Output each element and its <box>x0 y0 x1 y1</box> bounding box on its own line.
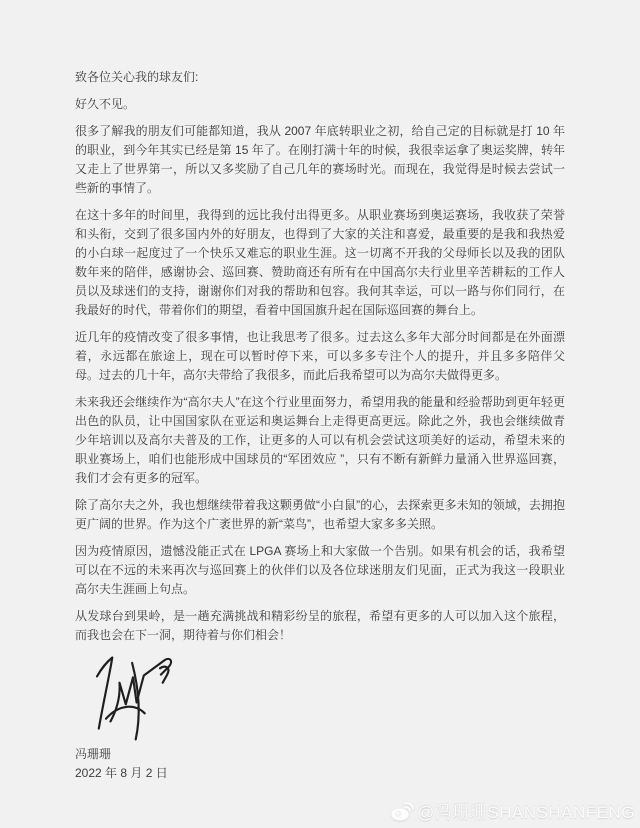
weibo-icon <box>390 800 414 822</box>
paragraph-greeting: 好久不见。 <box>75 97 136 111</box>
paragraph-gratitude: 在这十多年的时间里，我得到的远比我付出得更多。从职业赛场到奥运赛场，我收获了荣誉和头衔，交到了很多国内外的好朋友，也得到了大家的关注和喜爱，最重要的是我和我热爱的小白球一起度过了一个快乐又难忘的职业生涯。这一切离不开我的父母师长以及我的团队数年来的陪伴，感谢协会、巡回赛、赞助商还有所有在中国高尔夫行业里辛苦耕耘的工作人员以及球迷们的支持，谢谢你们对我的帮助和包容。我何其幸运，可以一路与你们同行，在我最好的时代，带着你们的期望，看着中国国旗升起在国际巡回赛的舞台上。 <box>75 208 565 317</box>
paragraph-lpga-farewell: 因为疫情原因，遗憾没能正式在 LPGA 赛场上和大家做一个告别。如果有机会的话，我希望可以在不远的未来再次与巡回赛上的伙伴们以及各位球迷朋友们见面，正式为我这一段职业高尔夫生涯画上句点。 <box>75 544 565 596</box>
letter-page <box>75 68 565 783</box>
paragraph-pandemic-reflection: 近几年的疫情改变了很多事情，也让我思考了很多。过去这么多年大部分时间都是在外面漂着，永远都在旅途上，现在可以暂时停下来，可以多多专注个人的提升，并且多多陪伴父母。过去的几十年，高尔夫带给了我很多，而此后我希望可以为高尔夫做得更多。 <box>75 330 565 382</box>
salutation: 致各位关心我的球友们: <box>75 70 199 84</box>
paragraph-future-plans: 未来我还会继续作为“高尔夫人”在这个行业里面努力，希望用我的能量和经验帮助到更年轻更出色的队员，让中国国家队在亚运和奥运舞台上走得更高更远。除此之外，我也会继续做青少年培训以及高尔夫普及的工作，让更多的人可以有机会尝试这项美好的运动，希望未来的职业赛场上，咱们也能形成中国球员的“军团效应 ”，只有不断有新鲜力量涌入世界巡回赛，我们才会有更多的冠军。 <box>75 395 565 485</box>
paragraph-exploration: 除了高尔夫之外，我也想继续带着我这颗勇做“小白鼠”的心，去探索更多未知的领域，去拥抱更广阔的世界。作为这个广袤世界的新“菜鸟”，也希望大家多多关照。 <box>75 498 565 531</box>
signature-image <box>87 653 179 743</box>
paragraph-career-start: 很多了解我的朋友们可能都知道，我从 2007 年底转职业之初，给自己定的目标就是打 10 年的职业，到今年其实已经是第 15 年了。在刚打满十年的时候，我很幸运拿了奥运奖牌，转年又走上了世界第一，所以又多奖励了自己几年的赛场时光。而现在，我觉得是时候去尝试一些新的事情了。 <box>75 124 565 195</box>
signature-block <box>87 653 565 743</box>
letter-date: 2022 年 8 月 2 日 <box>75 766 168 780</box>
paragraph-closing: 从发球台到果岭，是一趟充满挑战和精彩纷呈的旅程，希望有更多的人可以加入这个旅程，而我也会在下一洞，期待着与你们相会！ <box>75 609 565 642</box>
watermark-text: @冯珊珊SHANSHANFENG <box>417 803 635 822</box>
watermark <box>390 798 635 823</box>
signer-name: 冯珊珊 <box>75 747 112 761</box>
